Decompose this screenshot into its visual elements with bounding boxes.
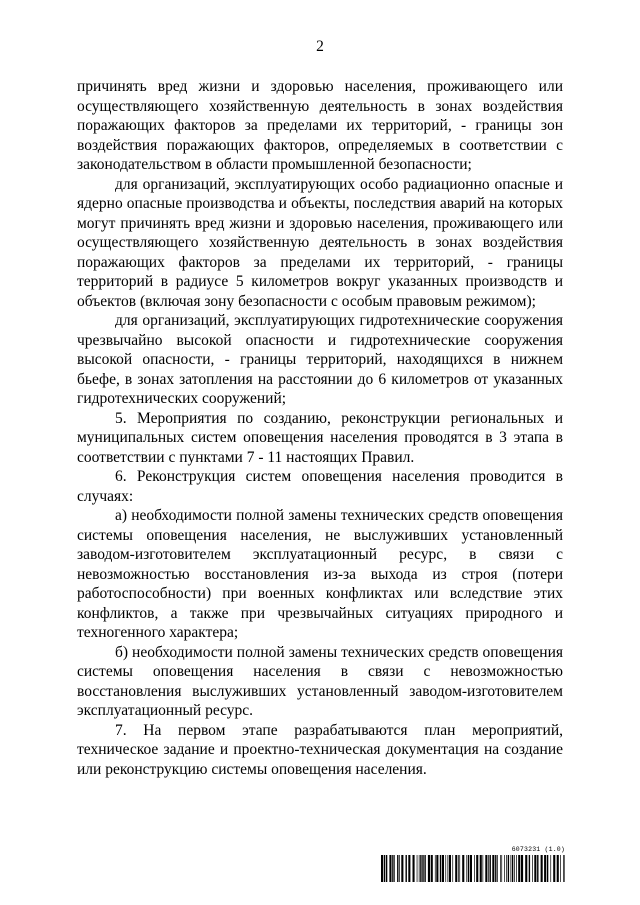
paragraph: 5. Мероприятия по созданию, реконструкции региональных и муниципальных систем оповещения населения проводятся в 3 этапа в соответствии с пунктами 7 - 11 настоящих Правил. (77, 409, 563, 466)
paragraph: 6. Реконструкция систем оповещения населения проводится в случаях: (77, 468, 563, 505)
paragraph: б) необходимости полной замены технических средств оповещения системы оповещения населения в связи с невозможностью восстановления выслуживших установленный заводом-изготовителем эксплуатационный ресурс. (77, 643, 563, 719)
barcode (381, 846, 565, 882)
paragraph: 7. На первом этапе разрабатываются план мероприятий, техническое задание и проектно-техническая документация на создание или реконструкцию системы оповещения населения. (77, 721, 563, 778)
barcode-code: 6073231 (1.0) (511, 846, 565, 853)
page-number: 2 (316, 38, 324, 55)
body-text (77, 77, 563, 779)
paragraph: для организаций, эксплуатирующих гидротехнические сооружения чрезвычайно высокой опасности и гидротехнические сооружения высокой опасности, - границы территорий, находящихся в нижнем бьефе, в зонах затопления на расстоянии до 6 километров от указанных гидротехнических сооружений; (77, 312, 563, 407)
paragraph: для организаций, эксплуатирующих особо радиационно опасные и ядерно опасные производства и объекты, последствия аварий на которых могут причинять вред жизни и здоровью населения, проживающего или осуществляющего хозяйственную деятельность в зонах воздействия поражающих факторов за пределами их территорий, - границы территорий в радиусе 5 километров вокруг указанных производств и объектов (включая зону безопасности с особым правовым режимом); (77, 175, 563, 310)
paragraph: а) необходимости полной замены технических средств оповещения системы оповещения населения, не выслуживших установленный заводом-изготовителем эксплуатационный ресурс, в связи с невозможностью восстановления из-за выхода из строя (потери работоспособности) при военных конфликтах или вследствие этих конфликтов, а также при чрезвычайных ситуациях природного и техногенного характера; (77, 507, 563, 641)
barcode-bars (381, 855, 565, 882)
paragraph-continuation: причинять вред жизни и здоровью населения, проживающего или осуществляющего хозяйственную деятельность в зонах воздействия поражающих факторов за пределами их территорий, - границы зон воздействия поражающих факторов, определяемых в соответствии с законодательством в области промышленной безопасности; (77, 78, 563, 173)
